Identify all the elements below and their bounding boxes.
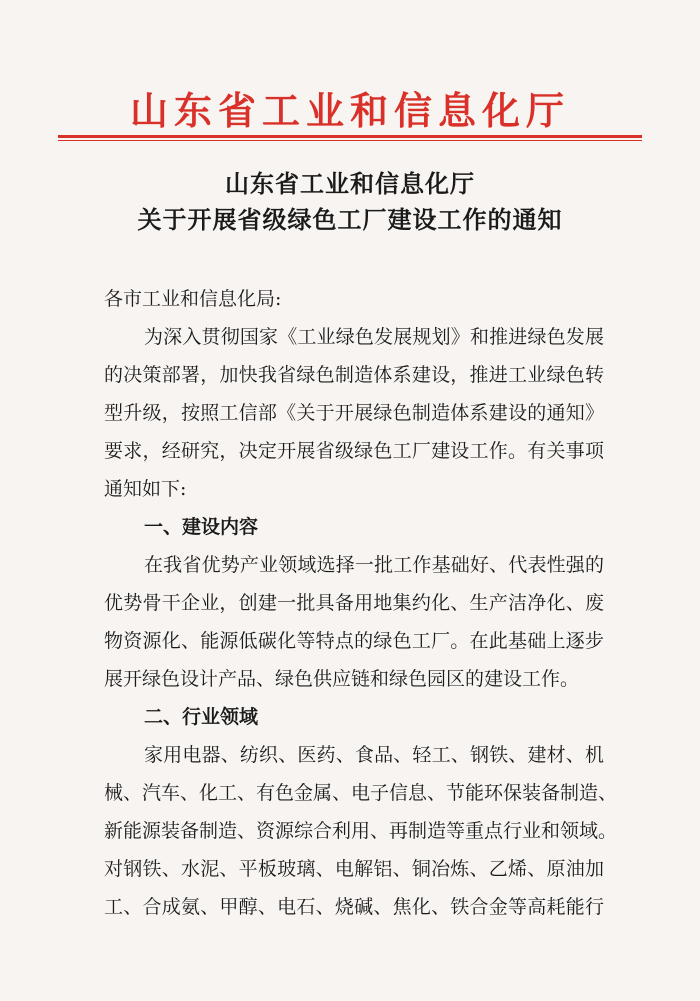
intro-line: 要求，经研究，决定开展省级绿色工厂建设工作。有关事项 (104, 440, 604, 462)
section-heading: 一、建设内容 (144, 516, 259, 538)
section2-line: 械、汽车、化工、有色金属、电子信息、节能环保装备制造、 (104, 782, 618, 804)
section1-line: 优势骨干企业，创建一批具备用地集约化、生产洁净化、废 (104, 592, 604, 614)
notice-title-line1: 山东省工业和信息化厅 (225, 169, 475, 198)
letterhead-rule-thick (58, 135, 642, 138)
intro-line: 通知如下: (104, 478, 187, 500)
section2-line: 家用电器、纺织、医药、食品、轻工、钢铁、建材、机 (144, 744, 604, 766)
letterhead-title: 山东省工业和信息化厅 (129, 88, 570, 133)
salutation: 各市工业和信息化局: (104, 288, 282, 310)
section2-line: 新能源装备制造、资源综合利用、再制造等重点行业和领域。 (104, 820, 618, 842)
section1-line: 展开绿色设计产品、绿色供应链和绿色园区的建设工作。 (104, 668, 580, 690)
section2-line: 工、合成氨、甲醇、电石、烧碱、焦化、铁合金等高耗能行 (104, 896, 604, 918)
intro-line: 的决策部署，加快我省绿色制造体系建设，推进工业绿色转 (104, 364, 604, 386)
section1-line: 在我省优势产业领域选择一批工作基础好、代表性强的 (144, 554, 604, 576)
notice-title-line2: 关于开展省级绿色工厂建设工作的通知 (137, 205, 563, 234)
section1-line: 物资源化、能源低碳化等特点的绿色工厂。在此基础上逐步 (104, 630, 604, 652)
intro-line: 为深入贯彻国家《工业绿色发展规划》和推进绿色发展 (144, 326, 604, 348)
section2-line: 对钢铁、水泥、平板玻璃、电解铝、铜冶炼、乙烯、原油加 (104, 858, 604, 880)
letterhead-rule-thin (58, 140, 642, 141)
intro-line: 型升级，按照工信部《关于开展绿色制造体系建设的通知》 (104, 402, 604, 424)
section-heading: 二、行业领域 (144, 706, 259, 728)
